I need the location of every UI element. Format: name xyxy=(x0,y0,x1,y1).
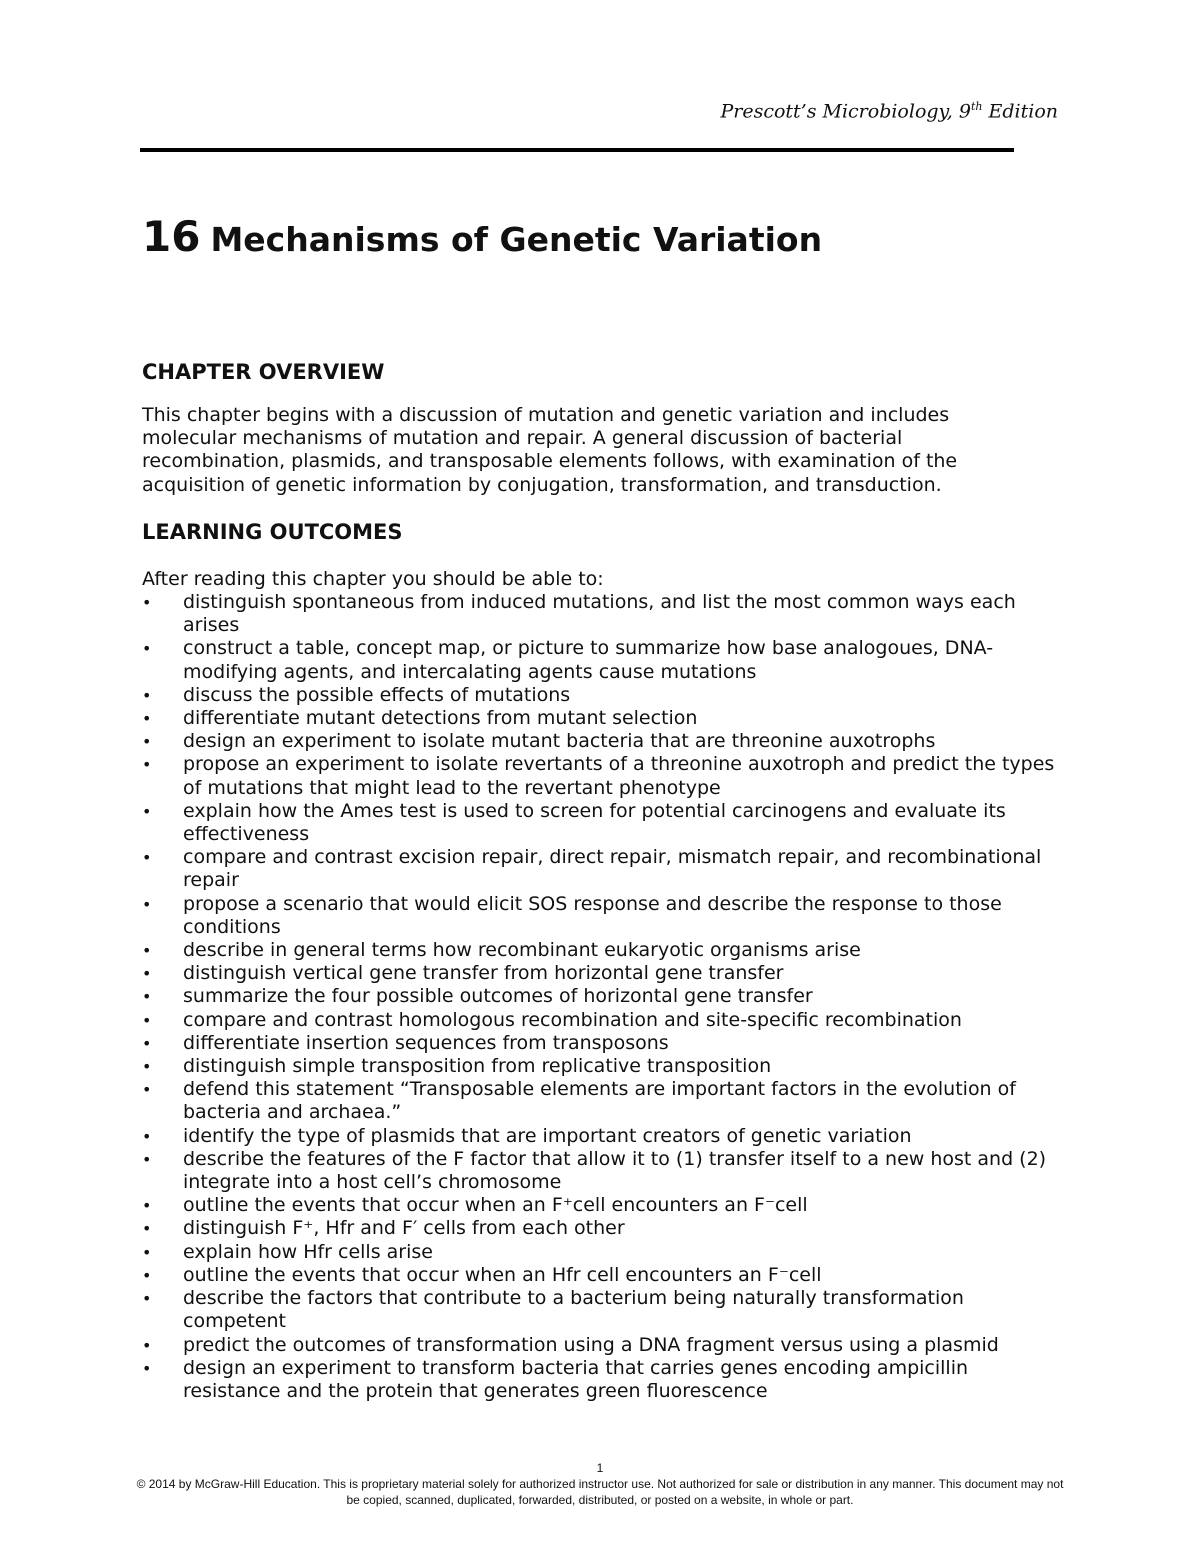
bullet-icon: • xyxy=(142,709,152,729)
copyright-notice: © 2014 by McGraw-Hill Education. This is proprietary material solely for authorized instructor use. Not authorized for sale or distribution in any manner. This document may not be copied, scanned, duplicated, forwarded, distributed, or posted on a website, in whole or part. xyxy=(136,1477,1064,1507)
list-item xyxy=(142,1032,1062,1055)
list-item-text: design an experiment to isolate mutant bacteria that are threonine auxotrophs xyxy=(183,730,936,753)
bullet-icon: • xyxy=(142,732,152,752)
list-item xyxy=(142,1194,1062,1217)
list-item xyxy=(142,591,1062,637)
list-item-text: discuss the possible effects of mutations xyxy=(183,683,571,706)
list-item-text: describe the factors that contribute to a bacterium being naturally transformation competent xyxy=(183,1287,964,1333)
bullet-icon: • xyxy=(142,1242,152,1262)
list-item xyxy=(142,800,1062,846)
list-item-text: describe in general terms how recombinant eukaryotic organisms arise xyxy=(183,939,861,962)
bullet-icon: • xyxy=(142,941,152,961)
list-item xyxy=(142,939,1062,962)
bullet-icon: • xyxy=(142,1358,152,1378)
list-item-text: propose a scenario that would elicit SOS response and describe the response to those conditions xyxy=(183,892,1002,938)
bullet-icon: • xyxy=(142,1080,152,1100)
list-item xyxy=(142,846,1062,892)
list-item-text: distinguish vertical gene transfer from horizontal gene transfer xyxy=(183,962,784,985)
list-item xyxy=(142,1287,1062,1333)
list-item xyxy=(142,684,1062,707)
list-item xyxy=(142,893,1062,939)
page-number: 1 xyxy=(596,1461,604,1475)
list-item-text: outline the events that occur when an F⁺cell encounters an F⁻cell xyxy=(183,1194,808,1217)
list-item xyxy=(142,637,1062,683)
list-item-text: describe the features of the F factor that allow it to (1) transfer itself to a new host and (2) integrate into a host cell’s chromosome xyxy=(183,1147,1047,1194)
bullet-icon: • xyxy=(142,755,152,775)
bullet-icon: • xyxy=(142,1010,152,1030)
list-item-text: compare and contrast excision repair, direct repair, mismatch repair, and recombinational repair xyxy=(183,846,1042,892)
outcomes-list xyxy=(142,591,1062,1403)
bullet-icon: • xyxy=(142,801,152,821)
bullet-icon: • xyxy=(142,639,152,659)
list-item-text: distinguish simple transposition from replicative transposition xyxy=(183,1055,772,1078)
chapter-heading xyxy=(142,212,822,261)
bullet-icon: • xyxy=(142,987,152,1007)
outcomes-heading: LEARNING OUTCOMES xyxy=(142,520,403,544)
bullet-icon: • xyxy=(142,894,152,914)
list-item xyxy=(142,753,1062,799)
bullet-icon: • xyxy=(142,1057,152,1077)
list-item xyxy=(142,1125,1062,1148)
bullet-icon: • xyxy=(142,1219,152,1239)
bullet-icon: • xyxy=(142,964,152,984)
bullet-icon: • xyxy=(142,1289,152,1309)
list-item xyxy=(142,1241,1062,1264)
list-item xyxy=(142,1148,1062,1194)
list-item xyxy=(142,1357,1062,1403)
book-title: Prescott’s Microbiology, 9 xyxy=(720,100,971,123)
list-item xyxy=(142,1264,1062,1287)
list-item xyxy=(142,962,1062,985)
list-item-text: differentiate mutant detections from mutant selection xyxy=(183,707,698,730)
list-item-text: compare and contrast homologous recombination and site-specific recombination xyxy=(183,1008,962,1031)
bullet-icon: • xyxy=(142,848,152,868)
overview-heading: CHAPTER OVERVIEW xyxy=(142,360,385,384)
list-item-text: predict the outcomes of transformation using a DNA fragment versus using a plasmid xyxy=(183,1333,999,1356)
edition-suffix: Edition xyxy=(982,100,1058,123)
list-item-text: identify the type of plasmids that are important creators of genetic variation xyxy=(183,1124,912,1147)
list-item-text: explain how the Ames test is used to screen for potential carcinogens and evaluate its effectiveness xyxy=(183,799,1006,846)
running-header xyxy=(720,100,1058,122)
bullet-icon: • xyxy=(142,1196,152,1216)
header-divider xyxy=(140,148,1014,152)
bullet-icon: • xyxy=(142,1033,152,1053)
list-item xyxy=(142,1078,1062,1124)
list-item-text: design an experiment to transform bacteria that carries genes encoding ampicillin resistance and the protein that generates green fluorescence xyxy=(183,1356,969,1402)
bullet-icon: • xyxy=(142,1265,152,1285)
list-item-text: summarize the four possible outcomes of horizontal gene transfer xyxy=(183,985,813,1008)
edition-superscript: th xyxy=(970,100,983,113)
bullet-icon: • xyxy=(142,593,152,612)
list-item-text: distinguish F⁺, Hfr and F′ cells from each other xyxy=(183,1217,625,1240)
list-item-text: differentiate insertion sequences from transposons xyxy=(183,1031,669,1054)
list-item xyxy=(142,985,1062,1008)
list-item xyxy=(142,1055,1062,1078)
list-item-text: defend this statement “Transposable elements are important factors in the evolution of bacteria and archaea.” xyxy=(183,1078,1016,1124)
list-item xyxy=(142,1217,1062,1240)
list-item xyxy=(142,1009,1062,1032)
list-item-text: propose an experiment to isolate revertants of a threonine auxotroph and predict the types of mutations that might lead to the revertant phenotype xyxy=(183,753,1055,799)
list-item-text: construct a table, concept map, or picture to summarize how base analogoues, DNA-modifying agents, and intercalating agents cause mutations xyxy=(183,637,994,683)
chapter-title: Mechanisms of Genetic Variation xyxy=(210,220,823,259)
bullet-icon: • xyxy=(142,685,152,705)
bullet-icon: • xyxy=(142,1149,152,1169)
list-item-text: explain how Hfr cells arise xyxy=(183,1240,433,1263)
chapter-number: 16 xyxy=(142,212,201,261)
list-item xyxy=(142,707,1062,730)
bullet-icon: • xyxy=(142,1126,152,1146)
overview-paragraph: This chapter begins with a discussion of mutation and genetic variation and includes molecular mechanisms of mutation and repair. A general discussion of bacterial recombination, plasmids, and transposable elements follows, with examination of the acquisition of genetic information by conjugation, transformation, and transduction. xyxy=(142,404,958,496)
outcomes-intro: After reading this chapter you should be able to: xyxy=(142,568,604,590)
list-item-text: distinguish spontaneous from induced mutations, and list the most common ways each arises xyxy=(183,591,1016,637)
list-item-text: outline the events that occur when an Hfr cell encounters an F⁻cell xyxy=(183,1263,822,1286)
page-footer xyxy=(0,1460,1200,1508)
bullet-icon: • xyxy=(142,1335,152,1355)
list-item xyxy=(142,1334,1062,1357)
list-item xyxy=(142,730,1062,753)
